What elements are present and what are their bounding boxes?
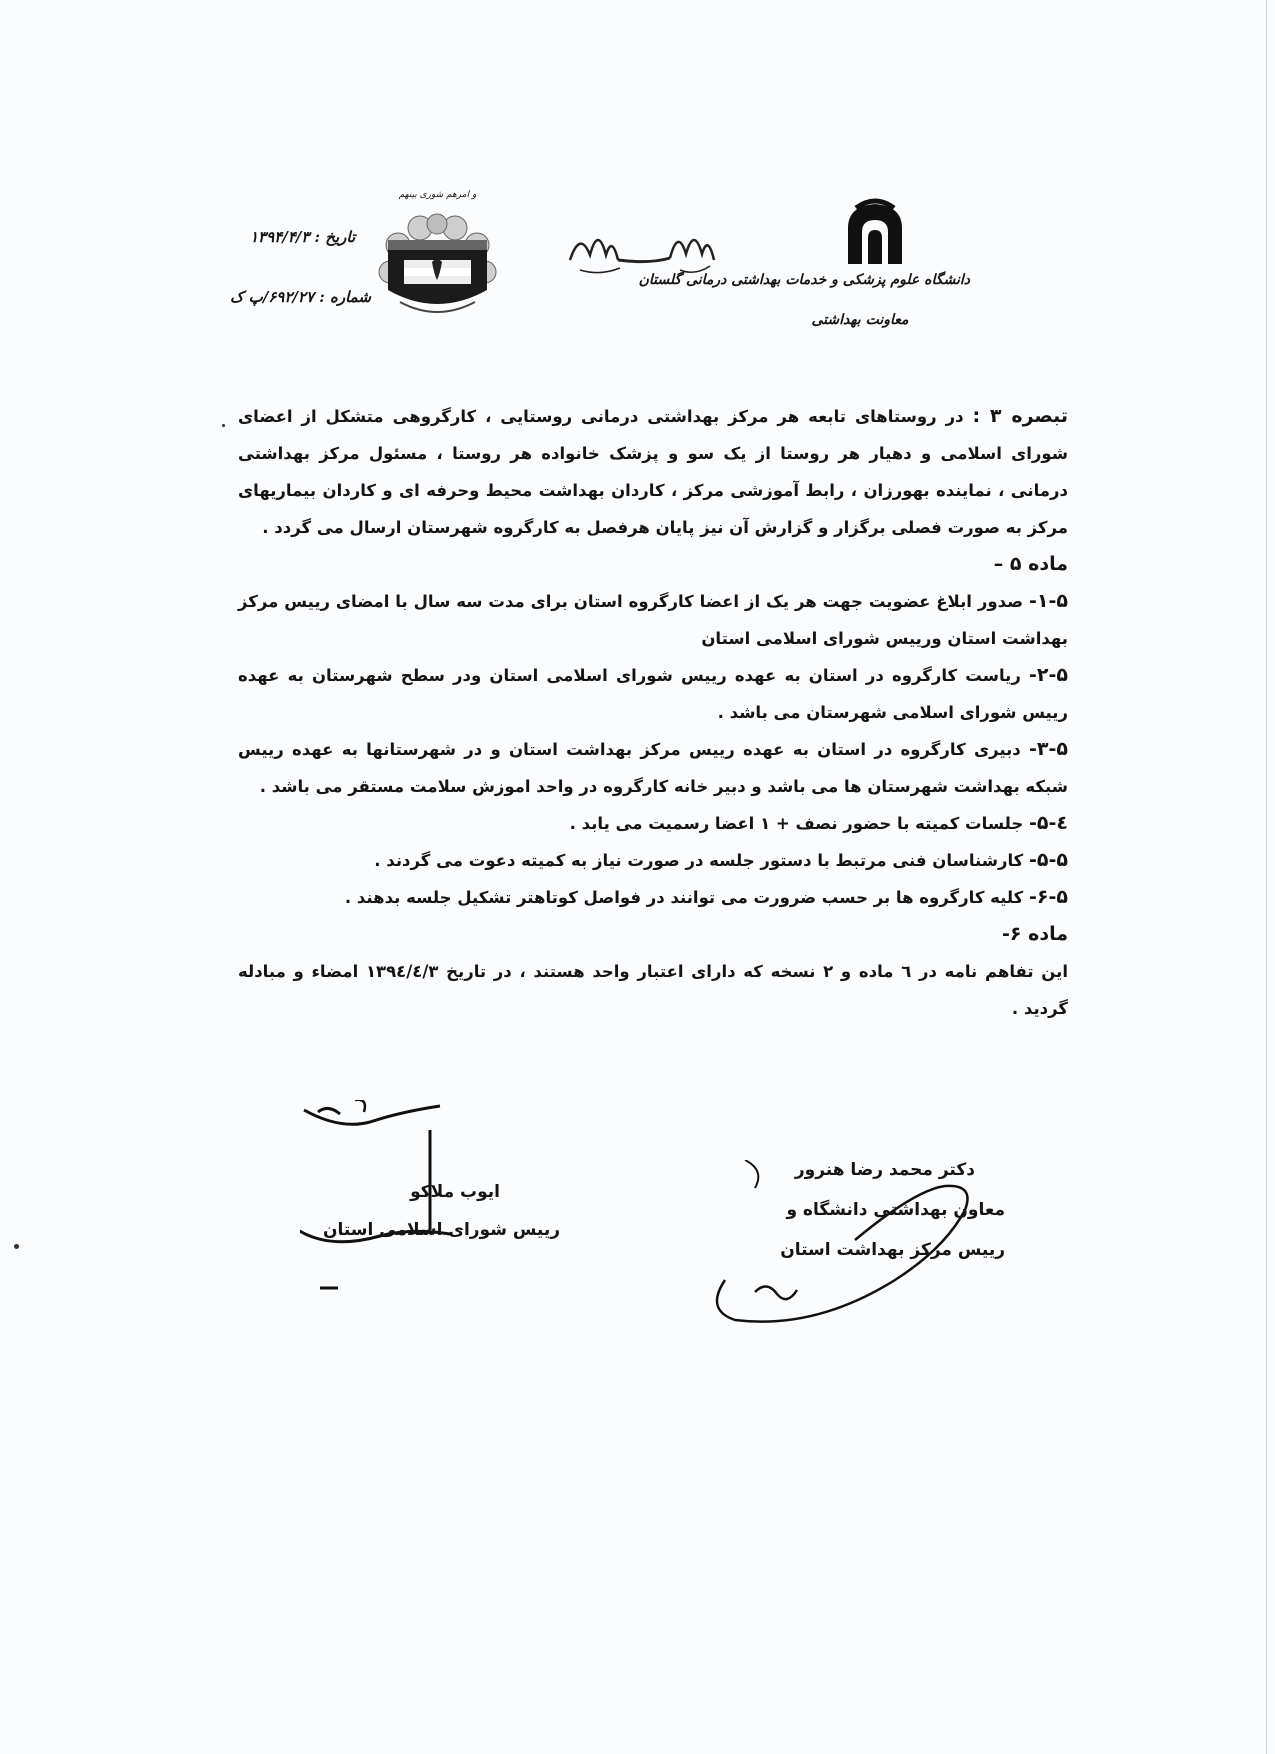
item-label: ۵-۵-	[1029, 849, 1068, 871]
article-5-item-2	[238, 657, 1068, 731]
article-6-heading: ماده ۶-	[1002, 923, 1068, 945]
scan-speck	[222, 424, 225, 427]
item-label: ۳-۵-	[1029, 738, 1068, 760]
note-3-paragraph	[238, 398, 1068, 546]
article-5-item-3	[238, 731, 1068, 805]
item-label: ٤-۵-	[1029, 812, 1068, 834]
university-name: دانشگاه علوم پزشکی و خدمات بهداشتی درمانی گلستان	[638, 272, 970, 288]
article-5-item-6	[238, 879, 1068, 916]
item-text: کلیه کارگروه ها بر حسب ضرورت می توانند در فواصل کوتاهتر تشکیل جلسه بدهند .	[344, 888, 1024, 907]
calligraphy-emblem-icon	[560, 220, 720, 280]
page-edge-shadow	[1266, 0, 1267, 1754]
university-logo-icon	[840, 198, 910, 268]
item-label: ۲-۵-	[1029, 664, 1068, 686]
signatory-title: رییس شورای اسلامی استان	[322, 1220, 560, 1240]
letter-number: شماره : ۶۹۲/۲۷/پ ک	[230, 288, 371, 306]
scan-speck	[14, 1244, 19, 1249]
item-text: دبیری کارگروه در استان به عهده رییس مرکز بهداشت استان و در شهرستانها به عهده رییس شبکه بهداشت شهرستان ها می باشد و دبیر خانه کارگروه در واحد اموزش سلامت مستقر می باشد .	[238, 740, 1068, 796]
article-5-item-1	[238, 583, 1068, 657]
letter-date: تاریخ : ۱۳۹۴/۴/۳	[250, 228, 356, 246]
signatory-title-1: معاون بهداشتی دانشگاه و	[786, 1200, 1005, 1220]
signatory-name: ایوب ملاکو	[410, 1182, 500, 1202]
item-label: ۶-۵-	[1029, 886, 1068, 908]
letterhead	[220, 190, 980, 370]
article-5-heading: ماده ۵ –	[993, 553, 1068, 575]
item-text: ریاست کارگروه در استان به عهده رییس شورای اسلامی استان ودر سطح شهرستان به عهده رییس شورای اسلامی شهرستان می باشد .	[238, 666, 1068, 722]
council-emblem-title: و امرهم شوری بینهم	[398, 190, 477, 200]
document-body	[238, 398, 1068, 1027]
item-text: صدور ابلاغ عضویت جهت هر یک از اعضا کارگروه استان برای مدت سه سال با امضای رییس مرکز بهداشت استان ورییس شورای اسلامی استان	[238, 592, 1068, 648]
signatory-name: دکتر محمد رضا هنرور	[794, 1160, 975, 1180]
article-6-text: این تفاهم نامه در ٦ ماده و ۲ نسخه که دارای اعتبار واحد هستند ، در تاریخ ۱۳۹٤/٤/۳ امضاء و مبادله گردید .	[238, 962, 1068, 1018]
article-5-item-4	[238, 805, 1068, 842]
islamic-council-emblem-icon	[370, 210, 505, 330]
signature-block-council	[300, 1100, 560, 1290]
item-label: ۱-۵-	[1029, 590, 1068, 612]
item-text: جلسات کمیته با حضور نصف + ۱ اعضا رسمیت می یابد .	[569, 814, 1024, 833]
item-text: کارشناسان فنی مرتبط با دستور جلسه در صورت نیاز به کمیته دعوت می گردند .	[374, 851, 1024, 870]
signature-block-health-center	[715, 1160, 1005, 1330]
signatory-title-2: رییس مرکز بهداشت استان	[780, 1240, 1005, 1260]
note-3-label: تبصره ۳ :	[972, 405, 1069, 427]
department-name: معاونت بهداشتی	[811, 312, 909, 328]
note-3-text: در روستاهای تابعه هر مرکز بهداشتی درمانی روستایی ، کارگروهی متشکل از اعضای شورای اسلامی و دهیار هر روستا از یک سو و پزشک خانواده هر روستا ، مسئول مرکز بهداشتی درمانی ، نماینده بهورزان ، رابط آموزشی مرکز ، کاردان بهداشت محیط وحرفه ای و کاردان بیماریهای مرکز به صورت فصلی برگزار و گزارش آن نیز پایان هرفصل به کارگروه شهرستان ارسال می گردد .	[238, 407, 1068, 537]
article-5-item-5	[238, 842, 1068, 879]
